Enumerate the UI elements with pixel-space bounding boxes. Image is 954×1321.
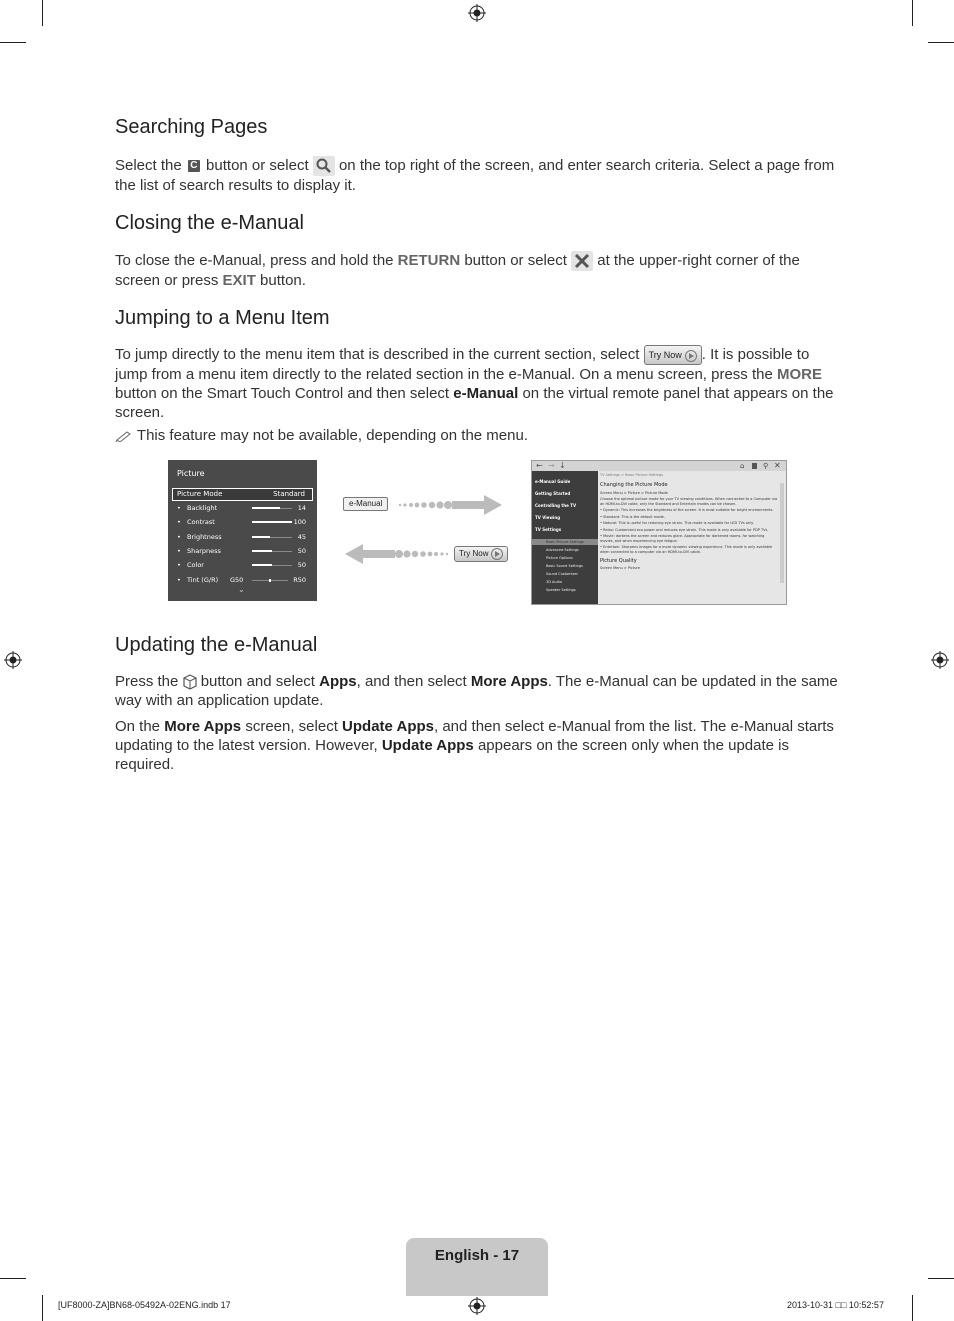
setting-level-fill [252, 521, 292, 523]
try-now-pill [454, 546, 508, 562]
setting-label: Sharpness [187, 546, 221, 555]
setting-level-bar [252, 565, 292, 566]
back-icon: ← [536, 461, 543, 470]
setting-label: Contrast [187, 518, 215, 527]
closing-paragraph [115, 251, 841, 290]
more-apps-label: More Apps [470, 673, 548, 690]
search-icon [313, 156, 335, 176]
emanual-nav [532, 471, 598, 604]
registration-mark-icon [468, 1297, 486, 1315]
emanual-nav-item: TV Settings [535, 527, 562, 532]
setting-level-bar [252, 551, 292, 552]
more-button-label: MORE [777, 366, 822, 384]
emanual-subnav-item: Basic Picture Settings [546, 540, 584, 544]
apps-label: Apps [319, 673, 357, 690]
page-number: English - 17 [434, 1247, 520, 1264]
more-apps-label: More Apps [164, 718, 242, 735]
registration-mark-icon [931, 651, 949, 669]
play-icon [491, 548, 503, 560]
emanual-line: • Dynamic: This increases the brightness of the screen. It is most suitable for bright environments. [600, 508, 774, 512]
picture-setting-row [168, 546, 317, 556]
note-text: This feature may not be available, depending on the menu. [136, 427, 528, 444]
setting-value: R50 [293, 575, 306, 584]
picture-mode-value: Standard [273, 490, 305, 498]
setting-label: Tint (G/R) [187, 575, 219, 584]
text: button or select [460, 252, 572, 269]
emanual-line: • Natural: This is useful for reducing eye strain. This mode is available for LED TVs only. [600, 521, 754, 525]
emanual-line: • Entertain: Sharpens images for a more dynamic viewing experience. This mode is only available when connected to a computer via an HDMI-to-DVI cable. [600, 545, 773, 554]
setting-value: 50 [297, 561, 306, 570]
c-button-icon: C [188, 160, 200, 172]
setting-value: 45 [297, 532, 306, 541]
emanual-subnav-item: Speaker Settings [546, 588, 576, 592]
emanual-screenshot [531, 460, 787, 605]
smart-hub-icon [183, 674, 197, 690]
emanual-path: Screen Menu > Picture > Picture Mode [600, 491, 668, 495]
emanual-line: • Relax: Customized eco power and reduces eye strain. This mode is only available for PDP TVs. [600, 527, 769, 532]
section-title-updating: Updating the e-Manual [115, 634, 318, 656]
text: at the upper-right corner of the screen or press [115, 252, 800, 290]
text: button on the Smart Touch Control and then select [115, 385, 454, 403]
picture-setting-row [168, 560, 317, 570]
emanual-lines [600, 497, 778, 554]
try-now-pill-label: Try Now [459, 549, 489, 558]
section-title-closing: Closing the e-Manual [115, 212, 304, 234]
pencil-note-icon [115, 430, 133, 442]
bullet-icon: • [177, 518, 181, 527]
setting-level-bar [252, 580, 288, 581]
picture-menu-screenshot [168, 460, 317, 601]
play-icon [685, 350, 697, 362]
section-title-jumping: Jumping to a Menu Item [115, 307, 330, 329]
picture-setting-row [168, 503, 317, 513]
try-now-label: Try Now [648, 350, 682, 361]
picture-setting-row [168, 517, 317, 527]
text: . The e-Manual can be updated in the same way with an application update. [115, 673, 838, 709]
text: To close the e-Manual, press and hold the [115, 252, 398, 269]
text: On the [115, 718, 165, 735]
note [115, 426, 841, 445]
emanual-label: e-Manual [453, 385, 519, 403]
setting-level-bar [252, 537, 292, 538]
searching-paragraph [115, 156, 841, 195]
bullet-icon: • [177, 546, 181, 555]
emanual-subnav-item: Picture Options [546, 556, 573, 560]
bullet-icon: • [177, 561, 181, 570]
close-icon [571, 251, 593, 271]
crop-mark [42, 1295, 43, 1321]
setting-value: 14 [297, 504, 306, 512]
emanual-subnav-item: Sound Customizer [546, 572, 578, 576]
section-title-searching: Searching Pages [115, 116, 268, 138]
text: Press the [115, 673, 183, 690]
picture-mode-row [172, 488, 313, 501]
setting-level-fill [252, 550, 272, 552]
text: button or select [201, 157, 313, 174]
emanual-toolbar [532, 461, 786, 471]
crop-mark [928, 1278, 954, 1279]
emanual-path2: Screen Menu > Picture [600, 566, 640, 570]
bullet-icon: • [177, 532, 181, 541]
updating-paragraph-1 [115, 672, 841, 710]
emanual-subnav-item: 3D Audio [546, 580, 562, 584]
text: To jump directly to the menu item that is described in the current section, select [115, 346, 644, 363]
crop-mark [912, 0, 913, 26]
emanual-pill: e-Manual [343, 497, 388, 511]
arrow-left-icon [341, 543, 451, 565]
tint-marker [269, 579, 271, 582]
crop-mark [912, 1295, 913, 1321]
registration-mark-icon [4, 651, 22, 669]
setting-level-fill [252, 507, 280, 509]
forward-icon: → [548, 461, 555, 470]
emanual-subnav-item: Advanced Settings [546, 548, 579, 552]
jumping-paragraph [115, 345, 841, 422]
bullet-icon: • [177, 504, 181, 512]
emanual-line: Choose the optimal picture mode for your TV viewing conditions. When connected to a Computer via an HDMI-to-DVI cable, only the Standard and Entertain modes can be chosen. [600, 497, 778, 506]
emanual-heading: Changing the Picture Mode [600, 482, 668, 488]
return-button-label: RETURN [397, 252, 461, 269]
setting-value: 100 [293, 518, 306, 527]
emanual-nav-item: e-Manual Guide [535, 479, 571, 484]
updating-paragraph-2 [115, 717, 841, 774]
picture-setting-row [168, 575, 317, 585]
setting-label: Brightness [187, 532, 222, 541]
text: Select the [115, 157, 186, 174]
setting-value: 50 [297, 546, 306, 555]
setting-level-fill [252, 564, 272, 566]
crop-mark [0, 42, 26, 43]
text: button and select [196, 673, 320, 690]
text: button. [255, 272, 306, 290]
emanual-nav-item: Controlling the TV [535, 503, 577, 508]
setting-level-bar [252, 522, 292, 523]
crop-mark [0, 1278, 26, 1279]
footer-file: [UF8000-ZA]BN68-05492A-02ENG.indb 17 [58, 1300, 231, 1310]
chevron-down-icon: ⌄ [238, 585, 245, 594]
emanual-nav-item: TV Viewing [535, 515, 561, 520]
text: , and then select e-Manual from the list. The e-Manual starts updating to the latest version. However, [115, 718, 834, 754]
exit-button-label: EXIT [222, 272, 256, 290]
crop-mark [42, 0, 43, 26]
emanual-line: • Standard: This is the default mode. [600, 514, 665, 519]
search-icon: ⚲ [763, 462, 769, 470]
update-apps-label: Update Apps [381, 737, 474, 754]
picture-setting-row [168, 532, 317, 542]
emanual-heading2: Picture Quality [600, 558, 637, 564]
text: on the top right of the screen, and enter search criteria. Select a page from the list of search results to display it. [115, 157, 835, 195]
setting-label: Color [187, 561, 204, 570]
text: , and then select [356, 673, 471, 690]
crop-mark [928, 42, 954, 43]
picture-menu-title: Picture [177, 469, 205, 478]
emanual-line: • Movie: darkens the screen and reduces glare. Appropriate for darkened rooms, for watching movies, and when experiencing eye fatigue. [600, 534, 765, 543]
emanual-breadcrumb: TV Settings > Basic Picture Settings [600, 473, 664, 477]
index-icon [752, 463, 757, 469]
text: . It is possible to jump from a menu item directly to the related section in the e-Manual. On a menu screen, press the [115, 346, 810, 384]
text: appears on the screen only when the update is required. [115, 737, 789, 773]
emanual-content [600, 473, 778, 570]
scrollbar [780, 483, 784, 583]
down-icon: ↓ [559, 461, 566, 470]
text: screen, select [241, 718, 343, 735]
arrow-right-icon [396, 494, 506, 516]
update-apps-label: Update Apps [342, 718, 434, 735]
text: on the virtual remote panel that appears on the screen. [115, 385, 834, 422]
registration-mark-icon [468, 4, 486, 22]
setting-label: Backlight [187, 504, 218, 512]
footer-datetime: 2013-10-31 □□ 10:52:57 [787, 1300, 884, 1310]
try-now-button [644, 345, 702, 365]
tint-left-value: G50 [230, 575, 244, 584]
emanual-subnav-item: Basic Sound Settings [546, 564, 583, 568]
setting-level-fill [252, 536, 270, 538]
setting-level-bar [252, 508, 292, 509]
close-icon: ✕ [774, 461, 781, 470]
home-icon: ⌂ [740, 462, 745, 470]
emanual-nav-item: Getting Started [535, 491, 571, 496]
picture-mode-label: Picture Mode [177, 490, 223, 498]
bullet-icon: • [177, 575, 181, 584]
